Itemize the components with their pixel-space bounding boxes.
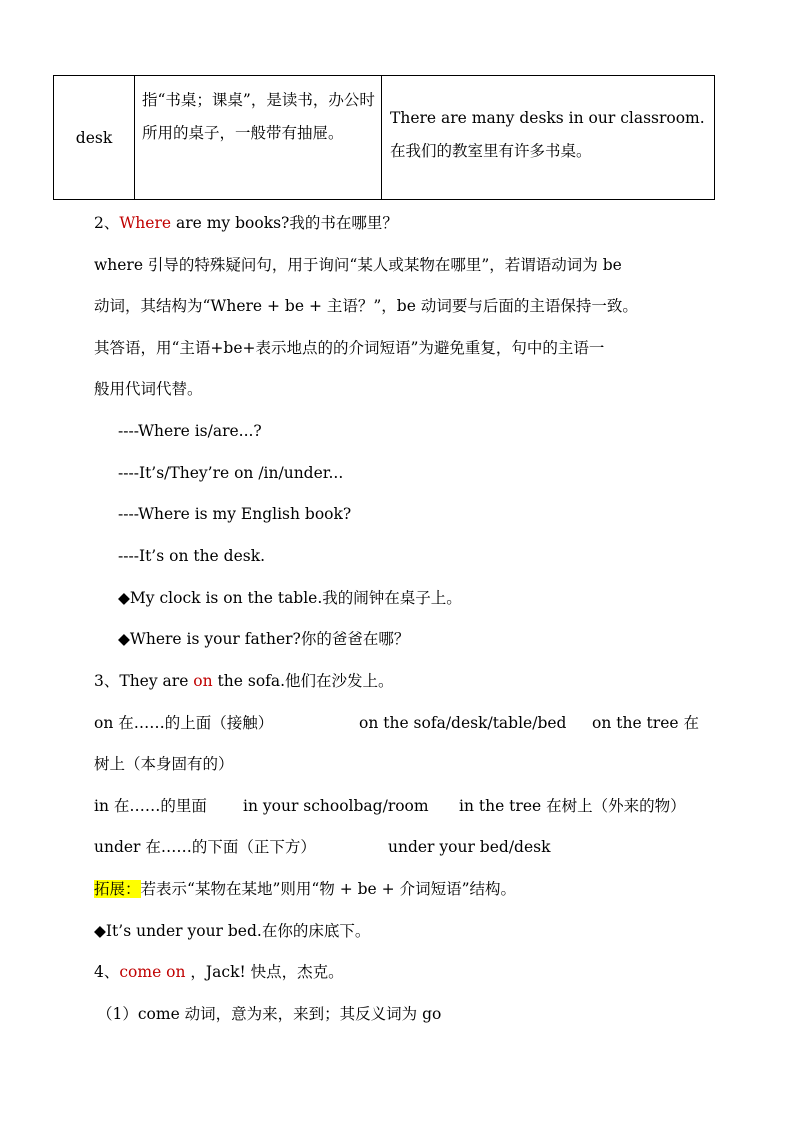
under-examples: under your bed/desk xyxy=(388,838,551,856)
table-cell-word xyxy=(54,76,135,199)
section-3-heading xyxy=(94,671,394,691)
word-text: desk xyxy=(75,128,113,147)
paragraph-line: 动词，其结构为“Where + be + 主语？”，be 动词要与后面的主语保持一致。 xyxy=(94,297,638,315)
paragraph-line: 其答语，用“主语+be+表示地点的的介词短语”为避免重复，句中的主语一 xyxy=(94,339,605,357)
paragraph-line: where 引导的特殊疑问句，用于询问“某人或某物在哪里”，若谓语动词为 be xyxy=(94,256,622,274)
example-sentence: ◆It’s under your bed.在你的床底下。 xyxy=(94,922,371,940)
extension-note xyxy=(94,879,516,899)
heading-text: ，Jack! 快点，杰克。 xyxy=(185,963,344,981)
under-definition: under 在……的下面（正下方） xyxy=(94,838,316,856)
section-number: 4、 xyxy=(94,963,120,981)
section-4-heading xyxy=(94,962,344,982)
keyword: come on xyxy=(119,963,186,981)
on-tree-continued: 树上（本身固有的） xyxy=(94,755,234,773)
list-item: （1）come 动词，意为来，来到；其反义词为 go xyxy=(97,1005,442,1023)
dialog-line: ----Where is my English book? xyxy=(118,505,352,523)
heading-prefix: 3、They are xyxy=(94,672,194,690)
table-cell-meaning xyxy=(135,76,382,199)
on-tree: on the tree 在 xyxy=(592,714,699,732)
heading-text: the sofa.他们在沙发上。 xyxy=(212,672,394,690)
dialog-line: ----It’s on the desk. xyxy=(118,547,266,565)
extension-text: 若表示“某物在某地”则用“物 + be + 介词短语”结构。 xyxy=(140,880,516,898)
keyword: on xyxy=(193,672,213,690)
heading-text: are my books?我的书在哪里？ xyxy=(171,214,398,232)
on-definition: on 在……的上面（接触） xyxy=(94,714,274,732)
paragraph-line: 般用代词代替。 xyxy=(94,380,203,398)
in-definition: in 在……的里面 xyxy=(94,797,207,815)
example-chinese: 在我们的教室里有许多书桌。 xyxy=(390,142,592,160)
meaning-text: 指“书桌；课桌”，是读书，办公时所用的桌子，一般带有抽屉。 xyxy=(142,91,375,142)
section-number: 2、 xyxy=(94,214,120,232)
on-examples: on the sofa/desk/table/bed xyxy=(359,714,567,732)
in-examples: in your schoolbag/room xyxy=(243,797,429,815)
vocab-table xyxy=(53,75,715,200)
dialog-line: ----Where is/are...? xyxy=(118,422,262,440)
example-english: There are many desks in our classroom. xyxy=(390,109,705,127)
keyword: Where xyxy=(119,214,172,232)
extension-label: 拓展： xyxy=(94,880,141,898)
section-2-heading xyxy=(94,213,398,233)
table-cell-example xyxy=(382,76,714,199)
example-sentence: ◆My clock is on the table.我的闹钟在桌子上。 xyxy=(118,589,462,607)
example-sentence: ◆Where is your father?你的爸爸在哪？ xyxy=(118,630,410,648)
in-tree: in the tree 在树上（外来的物） xyxy=(459,797,686,815)
dialog-line: ----It’s/They’re on /in/under... xyxy=(118,464,344,482)
